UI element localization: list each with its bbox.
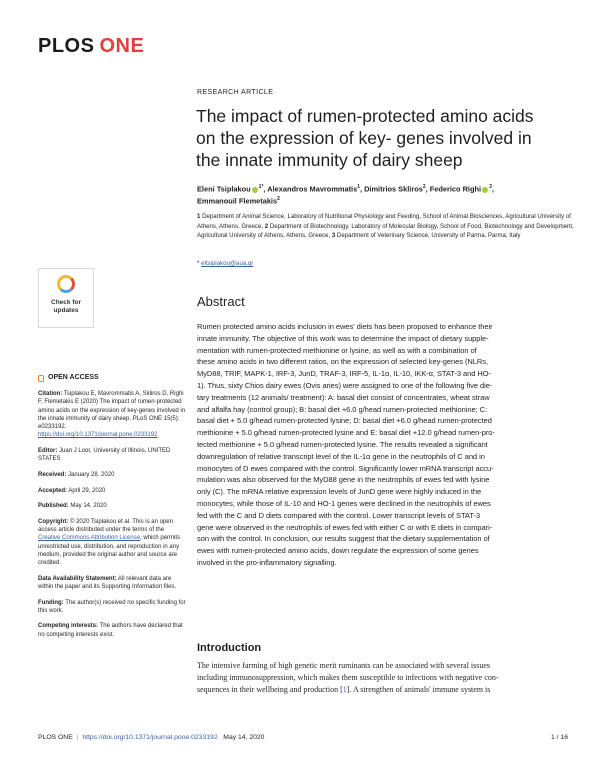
received-date: Received: January 28, 2020 (38, 471, 115, 478)
affiliations: 1 Department of Animal Science, Laboratory of Nutritional Physiology and Feeding, School of Animal Biosciences, Agricultural University of Athens, Athens, Greece, 2 Department of Biotechnology, Laboratory of Molecular Biology, School of Food, Biotechnology and Development, Agricultural University of Athens, Athens, Greece, 3 Department of Veterinary Science, University of Parma, Parma, Italy (197, 213, 574, 240)
open-access-label: OPEN ACCESS (38, 374, 186, 382)
title-line: The impact of rumen-protected amino acids (196, 106, 534, 126)
author-name[interactable]: Emmanouil Flemetakis (197, 196, 278, 206)
orcid-icon[interactable] (482, 187, 488, 193)
article-title (196, 105, 576, 171)
journal-logo (38, 35, 144, 58)
open-lock-icon (38, 375, 44, 382)
citation: Citation: Tsiplakou E, Mavrommatis A, Skliros D, Righi F, Flemetakis E (2020) The impact of rumen-protected amino acids on the expression of key-genes involved in the innate immunity of dairy sheep. PLoS ONE 15(5): e0233192. https://doi.org/10.1371/journal.pone.0233192 (38, 391, 186, 439)
accepted-date: Accepted: April 29, 2020 (38, 487, 106, 494)
title-line: on the expression of key- genes involved in (196, 128, 532, 148)
article-type: RESEARCH ARTICLE (197, 89, 274, 96)
page-number: 1 / 16 (550, 734, 568, 741)
correspondence: * eltsiplakou@aua.gr (197, 260, 254, 267)
abstract-line: ewes with rumen-protected amino acids, down regulate the expression of some genes (197, 546, 479, 556)
footer-date: May 14, 2020 (223, 734, 265, 741)
abstract-line: methionine + 5.0 g/head rumen-protected lysine and E: basal diet +12.0 g/head rumen-pro- (197, 428, 495, 438)
abstract-line: and alfalfa hay (control group); B: basal diet +6.0 g/head rumen-protected methionine; C: (197, 404, 488, 414)
abstract-line: innate immunity. The objective of this work was to determine the impact of dietary supple- (197, 333, 489, 343)
citation-doi-link[interactable]: https://doi.org/10.1371/journal.pone.0233192 (38, 432, 158, 439)
abstract-line: gene were observed in the neutrophils of ewes fed with either C or with E diets in compari- (197, 522, 493, 532)
abstract-line: 1). Thus, sixty Chios dairy ewes (Ovis aries) were assigned to one of the following five die- (197, 380, 493, 390)
abstract-line: mulation was also observed for the MyD88 gene in the neutrophils of ewes fed with lysine (197, 475, 490, 485)
author-list: Eleni Tsiplakou $^{1*}$, Alexandros Mavrommatis$^1$, Dimitrios Skliros$^2$, Federico Righi $^3$, Emmanouil Flemetakis$^2$ (197, 184, 494, 206)
abstract-line: fed with the C and D diets compared with the control. Lower transcript levels of STAT-3 (197, 510, 481, 520)
logo-one: ONE (99, 35, 145, 57)
author-name[interactable]: Dimitrios Skliros (364, 184, 423, 194)
logo-plos: PLOS (38, 35, 95, 57)
author-name[interactable]: Federico Righi (429, 184, 482, 194)
editor: Editor: Juan J Loor, University of Illinois, UNITED STATES (38, 447, 171, 463)
abstract-line: involved in the pro-inflammatory signalling. (197, 557, 337, 567)
author-name[interactable]: Eleni Tsiplakou (197, 184, 251, 194)
abstract-line: monocytes of D ewes compared with the control. Significantly lower mRNA transcript accu- (197, 463, 494, 473)
reference-link[interactable]: 1 (342, 685, 347, 695)
abstract-line: son with the control. In conclusion, our results suggest that the dietary supplementation of (197, 534, 490, 544)
intro-line: including immunosuppression, which makes them susceptible to infections with negative con- (197, 673, 499, 683)
license-link[interactable]: Creative Commons Attribution License (38, 535, 141, 542)
abstract-line: these amino acids in two different ratios, on the expression of selected key-genes (NLRs, (197, 357, 488, 367)
abstract-line: downregulation of relative transcript level of the IL-1α gene in the neutrophils of C and in (197, 451, 485, 461)
intro-line: sequences in their wellbeing and production [1]. A strengthen of animals' immune system is (197, 685, 491, 695)
abstract-line: tected methionine + 5.0 g/head rumen-protected lysine. The results revealed a significant (197, 439, 488, 449)
abstract-line: MyD88, TRIF, MAPK-1, IRF-3, JunD, TRAF-3, IRF-5, IL-1α, IL-10, IKK-α, STAT-3 and HO- (197, 369, 491, 379)
abstract-line: mentation with rumen-protected methionine or lysine, as well as with a combination of (197, 345, 477, 355)
copyright: Copyright: © 2020 Tsiplakou et al. This is an open access article distributed under the terms of the Creative Commons Attribution License, which permits unrestricted use, distribution, and reproduction in any medium, provided the original author and source are credited. (38, 518, 181, 566)
introduction-heading: Introduction (197, 642, 262, 654)
abstract-line: Rumen protected amino acids inclusion in ewes' diets has been proposed to enhance their (197, 322, 493, 331)
check-updates-icon (57, 275, 75, 293)
check-for-updates-badge[interactable]: Check for updates (38, 268, 94, 328)
abstract-line: only (C). The mRNA relative expression levels of JunD gene were highly induced in the (197, 487, 482, 497)
title-line: the innate immunity of dairy sheep (196, 150, 463, 170)
footer-doi-link[interactable]: https://doi.org/10.1371/journal.pone.0233192 (82, 734, 218, 741)
abstract-line: basal diet + 5.0 g/head rumen-protected lysine; D: basal diet +6.0 g/head rumen-protected (197, 416, 492, 426)
orcid-icon[interactable] (252, 187, 258, 193)
competing-interests: Competing interests: The authors have declared that no competing interests exist. (38, 623, 183, 638)
data-availability: Data Availability Statement: All relevant data are within the paper and its Supporting Information files. (38, 575, 177, 590)
funding: Funding: The author(s) received no specific funding for this work. (38, 599, 186, 614)
abstract-body (197, 321, 575, 569)
intro-line: The intensive farming of high genetic merit ruminants can be associated with several issues (197, 661, 491, 670)
abstract-line: monocytes, while those of IL-10 and HO-1 genes were declined in the neutrophils of ewes (197, 498, 491, 508)
footer-journal: PLOS ONE (38, 734, 73, 741)
abstract-line: tary treatments (12 animals/ treatment): A: basal diet consist of concentrates, wheat straw (197, 392, 490, 402)
published-date: Published: May 14, 2020 (38, 503, 107, 510)
abstract-heading: Abstract (197, 294, 245, 309)
author-name[interactable]: Alexandros Mavrommatis (267, 184, 358, 194)
article-info-sidebar (38, 374, 186, 646)
email-link[interactable]: eltsiplakou@aua.gr (201, 260, 254, 267)
introduction-body (197, 660, 577, 696)
